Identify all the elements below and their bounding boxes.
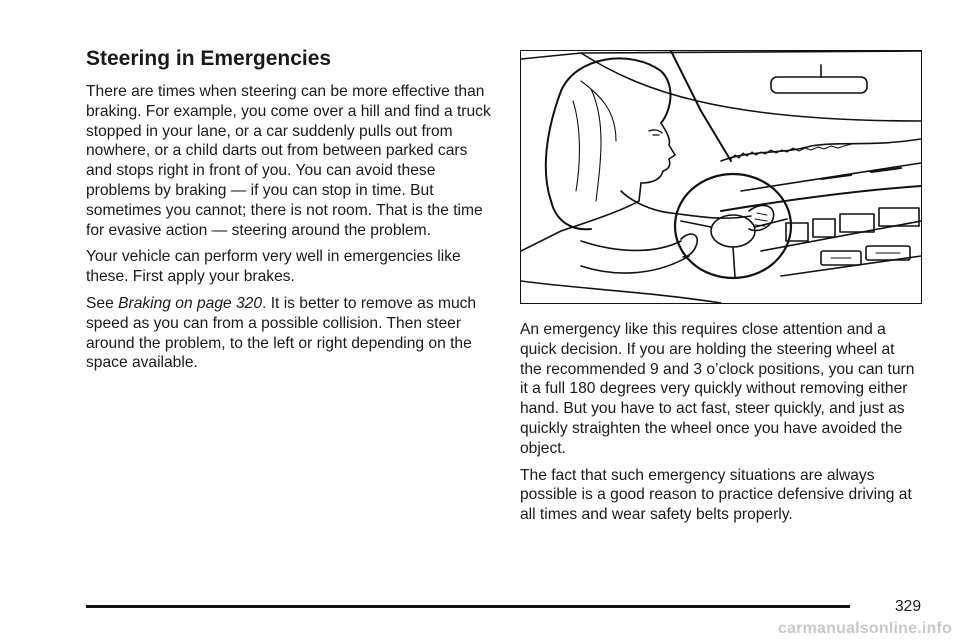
- paragraph-defensive-driving: The fact that such emergency situations are always possible is a good reason to practice defensive driving at all times and wear safety belts properly.: [520, 466, 912, 524]
- see-prefix: See: [86, 294, 119, 312]
- watermark-logo: carmanualsonline.info: [777, 620, 952, 637]
- driver-steering-illustration: [520, 50, 922, 304]
- left-column: [86, 46, 494, 380]
- paragraph-apply-brakes: Your vehicle can perform very well in emergencies like these. First apply your brakes.: [86, 248, 461, 286]
- paragraph-hand-position: An emergency like this requires close attention and a quick decision. If you are holding the steering wheel at the recommended 9 and 3 o’clock positions, you can turn it a full 180 degrees very quickly without removing either hand. But you have to act fast, steer quickly, and just as quickly straighten the wheel once you have avoided the object.: [520, 321, 915, 457]
- paragraph-steer-around: [86, 294, 494, 373]
- page-number: 329: [895, 598, 922, 615]
- section-heading: Steering in Emergencies: [86, 47, 332, 70]
- braking-page-reference-link[interactable]: Braking on page 320: [118, 294, 263, 312]
- right-column: [520, 320, 920, 532]
- see-rest: . It is better to remove as much speed as you can from a possible collision. Then steer around the problem, to the left or right depending on the space available.: [86, 294, 477, 372]
- footer-rule: [86, 605, 850, 608]
- paragraph-steering-vs-braking: There are times when steering can be more effective than braking. For example, you come over a hill and find a truck stopped in your lane, or a car suddenly pulls out from nowhere, or a child darts out from between parked cars and stops right in front of you. You can avoid these problems by braking — if you can stop in time. But sometimes you cannot; there is not room. That is the time for evasive action — steering around the problem.: [86, 83, 491, 239]
